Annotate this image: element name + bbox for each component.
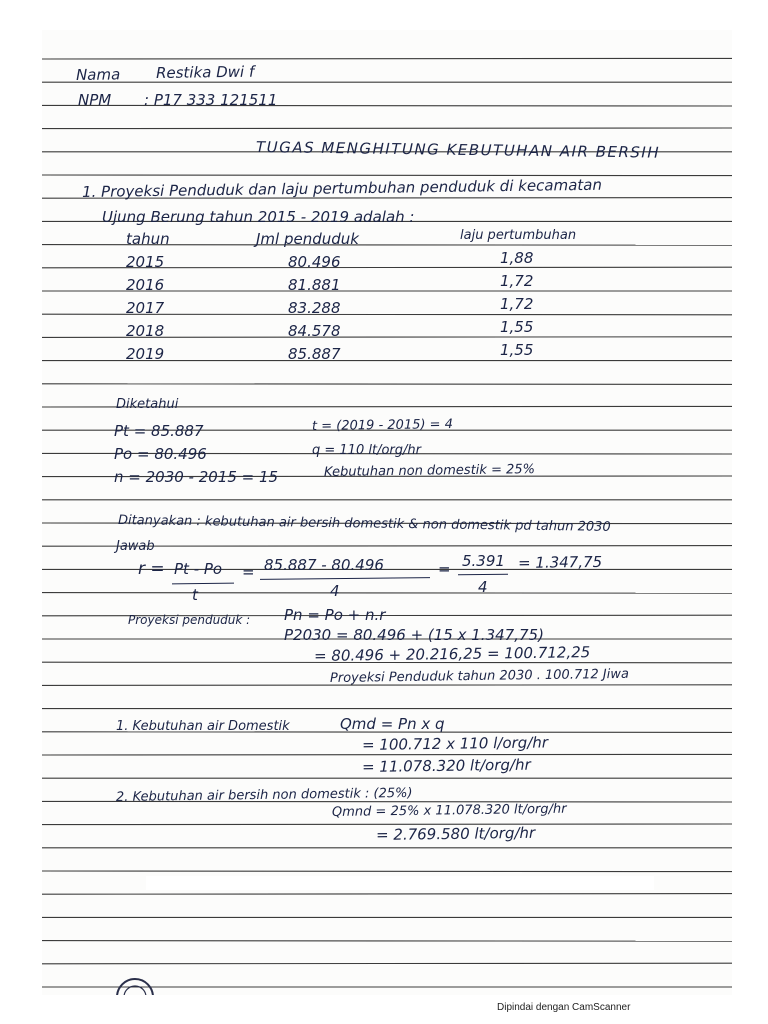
table-cell: 83.288 xyxy=(288,299,341,317)
r-frac3-den: 4 xyxy=(478,578,488,596)
name-value: Restika Dwi f xyxy=(155,62,255,82)
table-cell: 2015 xyxy=(126,253,165,271)
r-eq2: = xyxy=(438,560,451,578)
table-cell: 81.881 xyxy=(288,276,341,294)
table-cell: 1,72 xyxy=(500,272,534,290)
table-cell: 2017 xyxy=(126,299,165,317)
domestik-step1: = 100.712 x 110 l/org/hr xyxy=(361,733,549,754)
table-cell: 1,55 xyxy=(500,318,534,336)
redaction-strip xyxy=(146,876,654,890)
table-cell: 84.578 xyxy=(288,322,341,340)
stamp-icon xyxy=(114,976,156,995)
diketahui-pt: Pt = 85.887 xyxy=(114,422,204,440)
ruled-line xyxy=(42,963,732,964)
r-frac1-den: t xyxy=(192,586,198,604)
ruled-line xyxy=(42,894,732,895)
page-title: TUGAS MENGHITUNG KEBUTUHAN AIR BERSIH xyxy=(255,138,661,162)
notebook-page xyxy=(42,30,732,995)
table-cell: 2018 xyxy=(126,322,165,340)
r-frac1-num: Pt - Po xyxy=(174,560,223,578)
table-cell: 2019 xyxy=(126,345,165,363)
r-result: = 1.347,75 xyxy=(517,552,603,572)
diketahui-n: n = 2030 - 2015 = 15 xyxy=(114,468,279,486)
ruled-line xyxy=(42,175,732,176)
r-frac2-num: 85.887 - 80.496 xyxy=(264,556,384,574)
r-eq1: = xyxy=(242,563,255,581)
table-cell: 1,88 xyxy=(500,249,534,267)
table-col-tahun xyxy=(126,228,170,366)
diketahui-po: Po = 80.496 xyxy=(114,445,207,463)
proyeksi-p2030: P2030 = 80.496 + (15 x 1.347,75) xyxy=(284,626,544,644)
diketahui-heading: Diketahui xyxy=(116,397,179,412)
table-header: tahun xyxy=(126,230,170,248)
table-cell: 85.887 xyxy=(288,345,341,363)
domestik-label: 1. Kebutuhan air Domestik xyxy=(116,719,290,734)
domestik-step2: = 11.078.320 lt/org/hr xyxy=(361,755,531,776)
table-cell: 2016 xyxy=(126,276,165,294)
r-frac2-den: 4 xyxy=(330,582,340,600)
nondomestik-label: 2. Kebutuhan air bersih non domestik : (25%) xyxy=(115,785,413,805)
nondomestik-result: = 2.769.580 lt/org/hr xyxy=(375,823,536,844)
npm-label: NPM xyxy=(78,91,112,109)
diketahui-q: q = 110 lt/org/hr xyxy=(312,443,421,458)
proyeksi-conclusion: Proyeksi Penduduk tahun 2030 . 100.712 Jiwa xyxy=(329,666,630,686)
npm-value: : P17 333 121511 xyxy=(144,91,278,109)
ruled-line xyxy=(42,941,732,942)
ruled-line xyxy=(42,754,732,755)
ditanyakan-line: Ditanyakan : kebutuhan air bersih domestik & non domestik pd tahun 2030 xyxy=(117,513,611,535)
nondomestik-formula: Qmnd = 25% x 11.078.320 lt/org/hr xyxy=(331,801,567,820)
table-header: Jml penduduk xyxy=(256,230,359,248)
diketahui-nondomestik: Kebutuhan non domestik = 25% xyxy=(323,462,536,480)
ruled-line xyxy=(42,593,732,594)
proyeksi-calc: = 80.496 + 20.216,25 = 100.712,25 xyxy=(313,643,591,665)
ruled-line xyxy=(42,871,732,872)
name-label: Nama xyxy=(75,65,121,84)
domestik-formula: Qmd = Pn x q xyxy=(340,715,445,733)
table-cell: 1,72 xyxy=(500,295,534,313)
r-lhs: r = xyxy=(138,559,165,579)
table-cell: 1,55 xyxy=(500,341,534,359)
r-frac3-num: 5.391 xyxy=(462,552,505,570)
ruled-line xyxy=(42,384,732,385)
diketahui-t: t = (2019 - 2015) = 4 xyxy=(311,417,454,434)
table-col-jumlah xyxy=(256,228,359,366)
ruled-line xyxy=(42,824,732,825)
table-col-laju xyxy=(460,224,576,362)
table-header: laju pertumbuhan xyxy=(460,228,577,243)
proyeksi-formula: Pn = Po + n.r xyxy=(284,606,386,624)
section1-line1: 1. Proyeksi Penduduk dan laju pertumbuhan penduduk di kecamatan xyxy=(81,175,603,201)
table-cell: 80.496 xyxy=(288,253,341,271)
proyeksi-label: Proyeksi penduduk : xyxy=(128,613,251,627)
ruled-line xyxy=(42,128,732,129)
ruled-line xyxy=(42,58,732,59)
jawab-label: Jawab xyxy=(116,539,155,554)
scanner-watermark: Dipindai dengan CamScanner xyxy=(497,1002,631,1013)
section1-line2: Ujung Berung tahun 2015 - 2019 adalah : xyxy=(102,208,415,226)
